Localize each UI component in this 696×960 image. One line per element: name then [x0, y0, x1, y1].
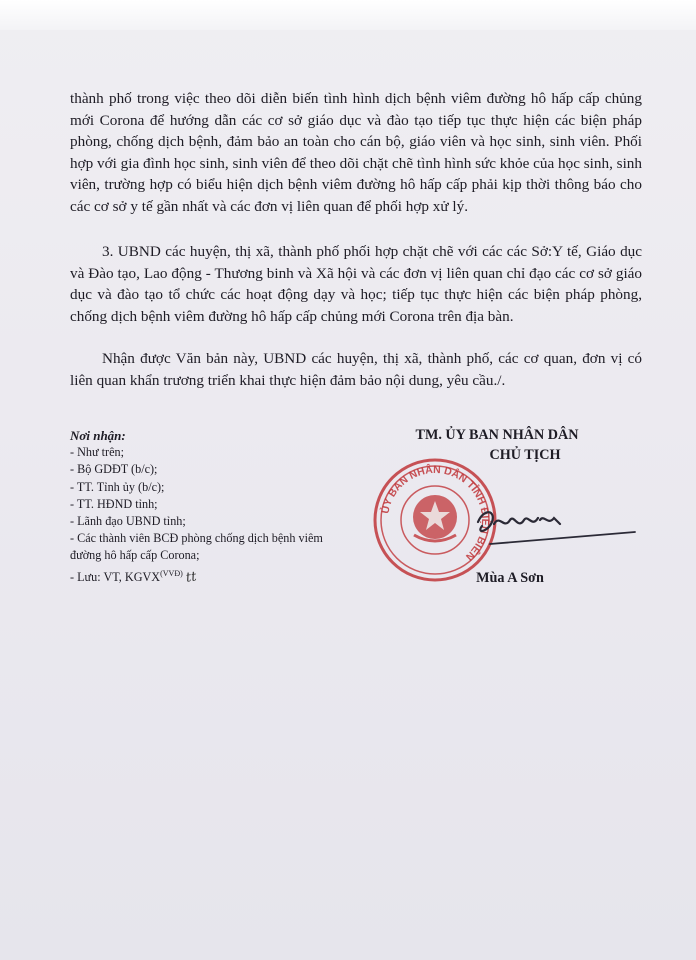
recipient-archive — [70, 565, 370, 586]
handwritten-signature-icon — [470, 500, 640, 560]
recipient-item: - TT. Tỉnh ủy (b/c); — [70, 479, 165, 494]
viewer-top-bar — [0, 0, 696, 30]
signer-name: Mùa A Sơn — [476, 570, 544, 586]
recipient-item: - TT. HĐND tỉnh; — [70, 496, 158, 511]
handwritten-mark: tt — [184, 569, 198, 586]
archive-label: - Lưu: VT, KGVX — [70, 569, 161, 584]
recipient-item: - Bộ GDĐT (b/c); — [70, 462, 158, 477]
archive-superscript: (VVĐ) — [160, 568, 183, 578]
signature-on-behalf: TM. ỦY BAN NHÂN DÂN — [415, 427, 579, 443]
body-paragraph-3: Nhận được Văn bản này, UBND các huyện, thị xã, thành phố, các cơ quan, đơn vị có liên quan khẩn trương triển khai thực hiện đảm bảo nội dung, yêu cầu./. — [70, 350, 642, 389]
recipient-item: - Như trên; — [70, 445, 124, 460]
signature-role: CHỦ TỊCH — [489, 447, 561, 463]
recipient-item: - Lãnh đạo UBND tỉnh; — [70, 514, 186, 529]
body-paragraph-2: 3. UBND các huyện, thị xã, thành phố phối hợp chặt chẽ với các các Sở:Y tế, Giáo dục và Đào tạo, Lao động - Thương binh và Xã hội và các đơn vị liên quan chỉ đạo các cơ sở giáo dục và đào tạo tổ chức các hoạt động dạy và học; tiếp tục thực hiện các biện pháp phòng, chống dịch bệnh viêm đường hô hấp cấp chủng mới Corona trên địa bàn. — [70, 243, 642, 325]
recipients-title: Nơi nhận: — [70, 428, 126, 443]
recipient-item: - Các thành viên BCĐ phòng chống dịch bệnh viêm đường hô hấp cấp Corona; — [70, 531, 323, 563]
body-paragraph-1: thành phố trong việc theo dõi diễn biến tình hình dịch bệnh viêm đường hô hấp cấp chủng mới Corona để hướng dẫn các cơ sở giáo dục và đào tạo tiếp tục thực hiện các biện pháp phòng, chống dịch bệnh, đảm bảo an toàn cho cán bộ, giáo viên và học sinh, sinh viên. Phối hợp với gia đình học sinh, sinh viên để theo dõi chặt chẽ tình hình sức khỏe của học sinh, sinh viên, trường hợp có biểu hiện dịch bệnh viêm đường hô hấp cấp phải kịp thời thông báo cho các cơ sở y tế gần nhất và các đơn vị liên quan để phối hợp xử lý. — [70, 90, 642, 215]
seal-text: ỦY BAN NHÂN DÂN TỈNH ĐIỆN BIÊN — [379, 463, 492, 563]
recipients-block — [70, 427, 370, 586]
